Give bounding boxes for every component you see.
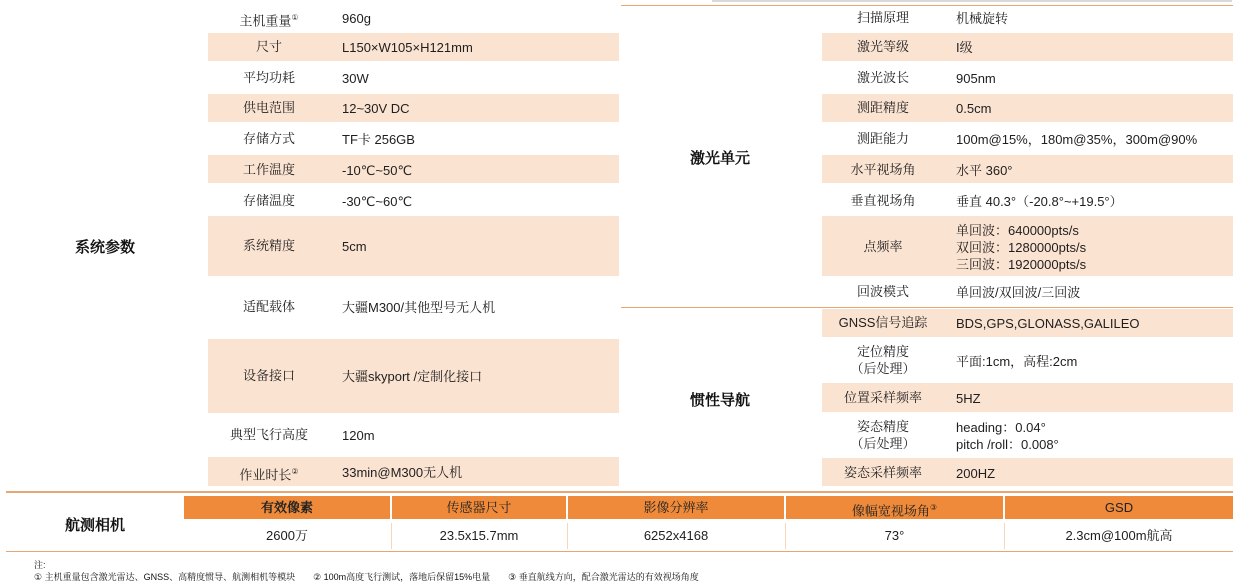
row-label: 测距能力 bbox=[856, 131, 909, 146]
row-value: 33min@M300无人机 bbox=[342, 465, 463, 480]
top-edge-bar bbox=[712, 0, 1232, 2]
row-value: L150×W105×H121mm bbox=[342, 40, 473, 55]
row-label: 存储方式 bbox=[242, 131, 295, 146]
row-label: 适配载体 bbox=[242, 299, 295, 314]
row-label: 激光等级 bbox=[856, 39, 909, 54]
row-label: 点频率 bbox=[863, 239, 903, 254]
row-value: 机械旋转 bbox=[956, 11, 1009, 26]
camera-value: 73° bbox=[884, 528, 905, 543]
camera-top-line bbox=[6, 491, 1233, 493]
camera-value: 2600万 bbox=[266, 528, 308, 543]
row-value: 双回波：1280000pts/s bbox=[956, 240, 1087, 255]
row-value: 垂直 40.3°（-20.8°~+19.5°） bbox=[956, 194, 1123, 209]
row-label: （后处理） bbox=[850, 361, 916, 376]
row-label: 作业时长② bbox=[239, 467, 299, 483]
row-label: 垂直视场角 bbox=[850, 193, 916, 208]
row-label: 激光波长 bbox=[856, 70, 909, 85]
imu-title: 惯性导航 bbox=[689, 392, 750, 409]
section-divider bbox=[621, 307, 1233, 308]
row-value: 平面:1cm，高程:2cm bbox=[956, 354, 1078, 369]
row-label: 姿态采样频率 bbox=[843, 465, 922, 480]
row-value: pitch /roll：0.008° bbox=[956, 437, 1059, 452]
row-label: 定位精度 bbox=[856, 344, 909, 359]
camera-header: 影像分辨率 bbox=[568, 496, 784, 519]
notes-title: 注: bbox=[34, 560, 46, 570]
row-value: 大疆M300/其他型号无人机 bbox=[342, 300, 496, 315]
camera-value: 2.3cm@100m航高 bbox=[1065, 528, 1173, 543]
row-value: 大疆skyport /定制化接口 bbox=[342, 369, 483, 384]
row-label: 供电范围 bbox=[242, 100, 295, 115]
row-label: 平均功耗 bbox=[242, 70, 295, 85]
row-value: TF卡 256GB bbox=[342, 132, 415, 147]
row-value: 5HZ bbox=[956, 391, 981, 406]
row-value: I级 bbox=[956, 40, 973, 55]
row-label: 回波模式 bbox=[856, 284, 909, 299]
laser-title: 激光单元 bbox=[689, 150, 750, 167]
top-divider bbox=[621, 5, 1233, 6]
row-value: 100m@15%，180m@35%，300m@90% bbox=[956, 132, 1198, 147]
camera-value: 23.5x15.7mm bbox=[439, 528, 519, 543]
row-value: 905nm bbox=[956, 71, 996, 86]
camera-header: 有效像素 bbox=[184, 496, 390, 519]
row-label: 尺寸 bbox=[255, 39, 282, 54]
row-label: （后处理） bbox=[850, 436, 916, 451]
row-label: 测距精度 bbox=[856, 100, 909, 115]
row-label: 工作温度 bbox=[242, 162, 295, 177]
row-value: 三回波：1920000pts/s bbox=[956, 257, 1087, 272]
row-value: BDS,GPS,GLONASS,GALILEO bbox=[956, 316, 1140, 331]
row-value: 960g bbox=[342, 11, 371, 26]
notes-text: ① 主机重量包含激光雷达、GNSS、高精度惯导、航测相机等模块 ② 100m高度飞行测试，落地后保留15%电量 ③ 垂直航线方向，配合激光雷达的有效视场角度 bbox=[34, 572, 699, 582]
row-value: 5cm bbox=[342, 239, 367, 254]
row-value: 200HZ bbox=[956, 466, 996, 481]
row-label: 水平视场角 bbox=[850, 162, 916, 177]
camera-title: 航测相机 bbox=[64, 517, 125, 534]
row-value: 120m bbox=[342, 428, 375, 443]
row-label: 主机重量① bbox=[239, 13, 299, 29]
camera-bottom-line bbox=[6, 551, 1233, 552]
system-title: 系统参数 bbox=[74, 239, 135, 256]
row-label: 存储温度 bbox=[242, 193, 295, 208]
camera-header: 像幅宽视场角③ bbox=[786, 496, 1003, 519]
row-label: GNSS信号追踪 bbox=[838, 315, 928, 330]
row-value: heading：0.04° bbox=[956, 420, 1046, 435]
row-value: 12~30V DC bbox=[342, 101, 410, 116]
row-value: 30W bbox=[342, 71, 369, 86]
camera-header: GSD bbox=[1005, 496, 1233, 519]
camera-header: 传感器尺寸 bbox=[392, 496, 566, 519]
row-label: 设备接口 bbox=[242, 368, 295, 383]
row-value: 单回波：640000pts/s bbox=[956, 223, 1079, 238]
row-value: -10℃~50℃ bbox=[342, 163, 413, 178]
row-value: 0.5cm bbox=[956, 101, 992, 116]
row-label: 系统精度 bbox=[242, 238, 295, 253]
row-value: 单回波/双回波/三回波 bbox=[956, 285, 1081, 300]
row-label: 典型飞行高度 bbox=[229, 427, 308, 442]
row-value: 水平 360° bbox=[956, 163, 1013, 178]
row-label: 位置采样频率 bbox=[843, 390, 922, 405]
row-label: 扫描原理 bbox=[856, 10, 909, 25]
camera-value: 6252x4168 bbox=[643, 528, 709, 543]
row-label: 姿态精度 bbox=[856, 419, 909, 434]
row-value: -30℃~60℃ bbox=[342, 194, 413, 209]
